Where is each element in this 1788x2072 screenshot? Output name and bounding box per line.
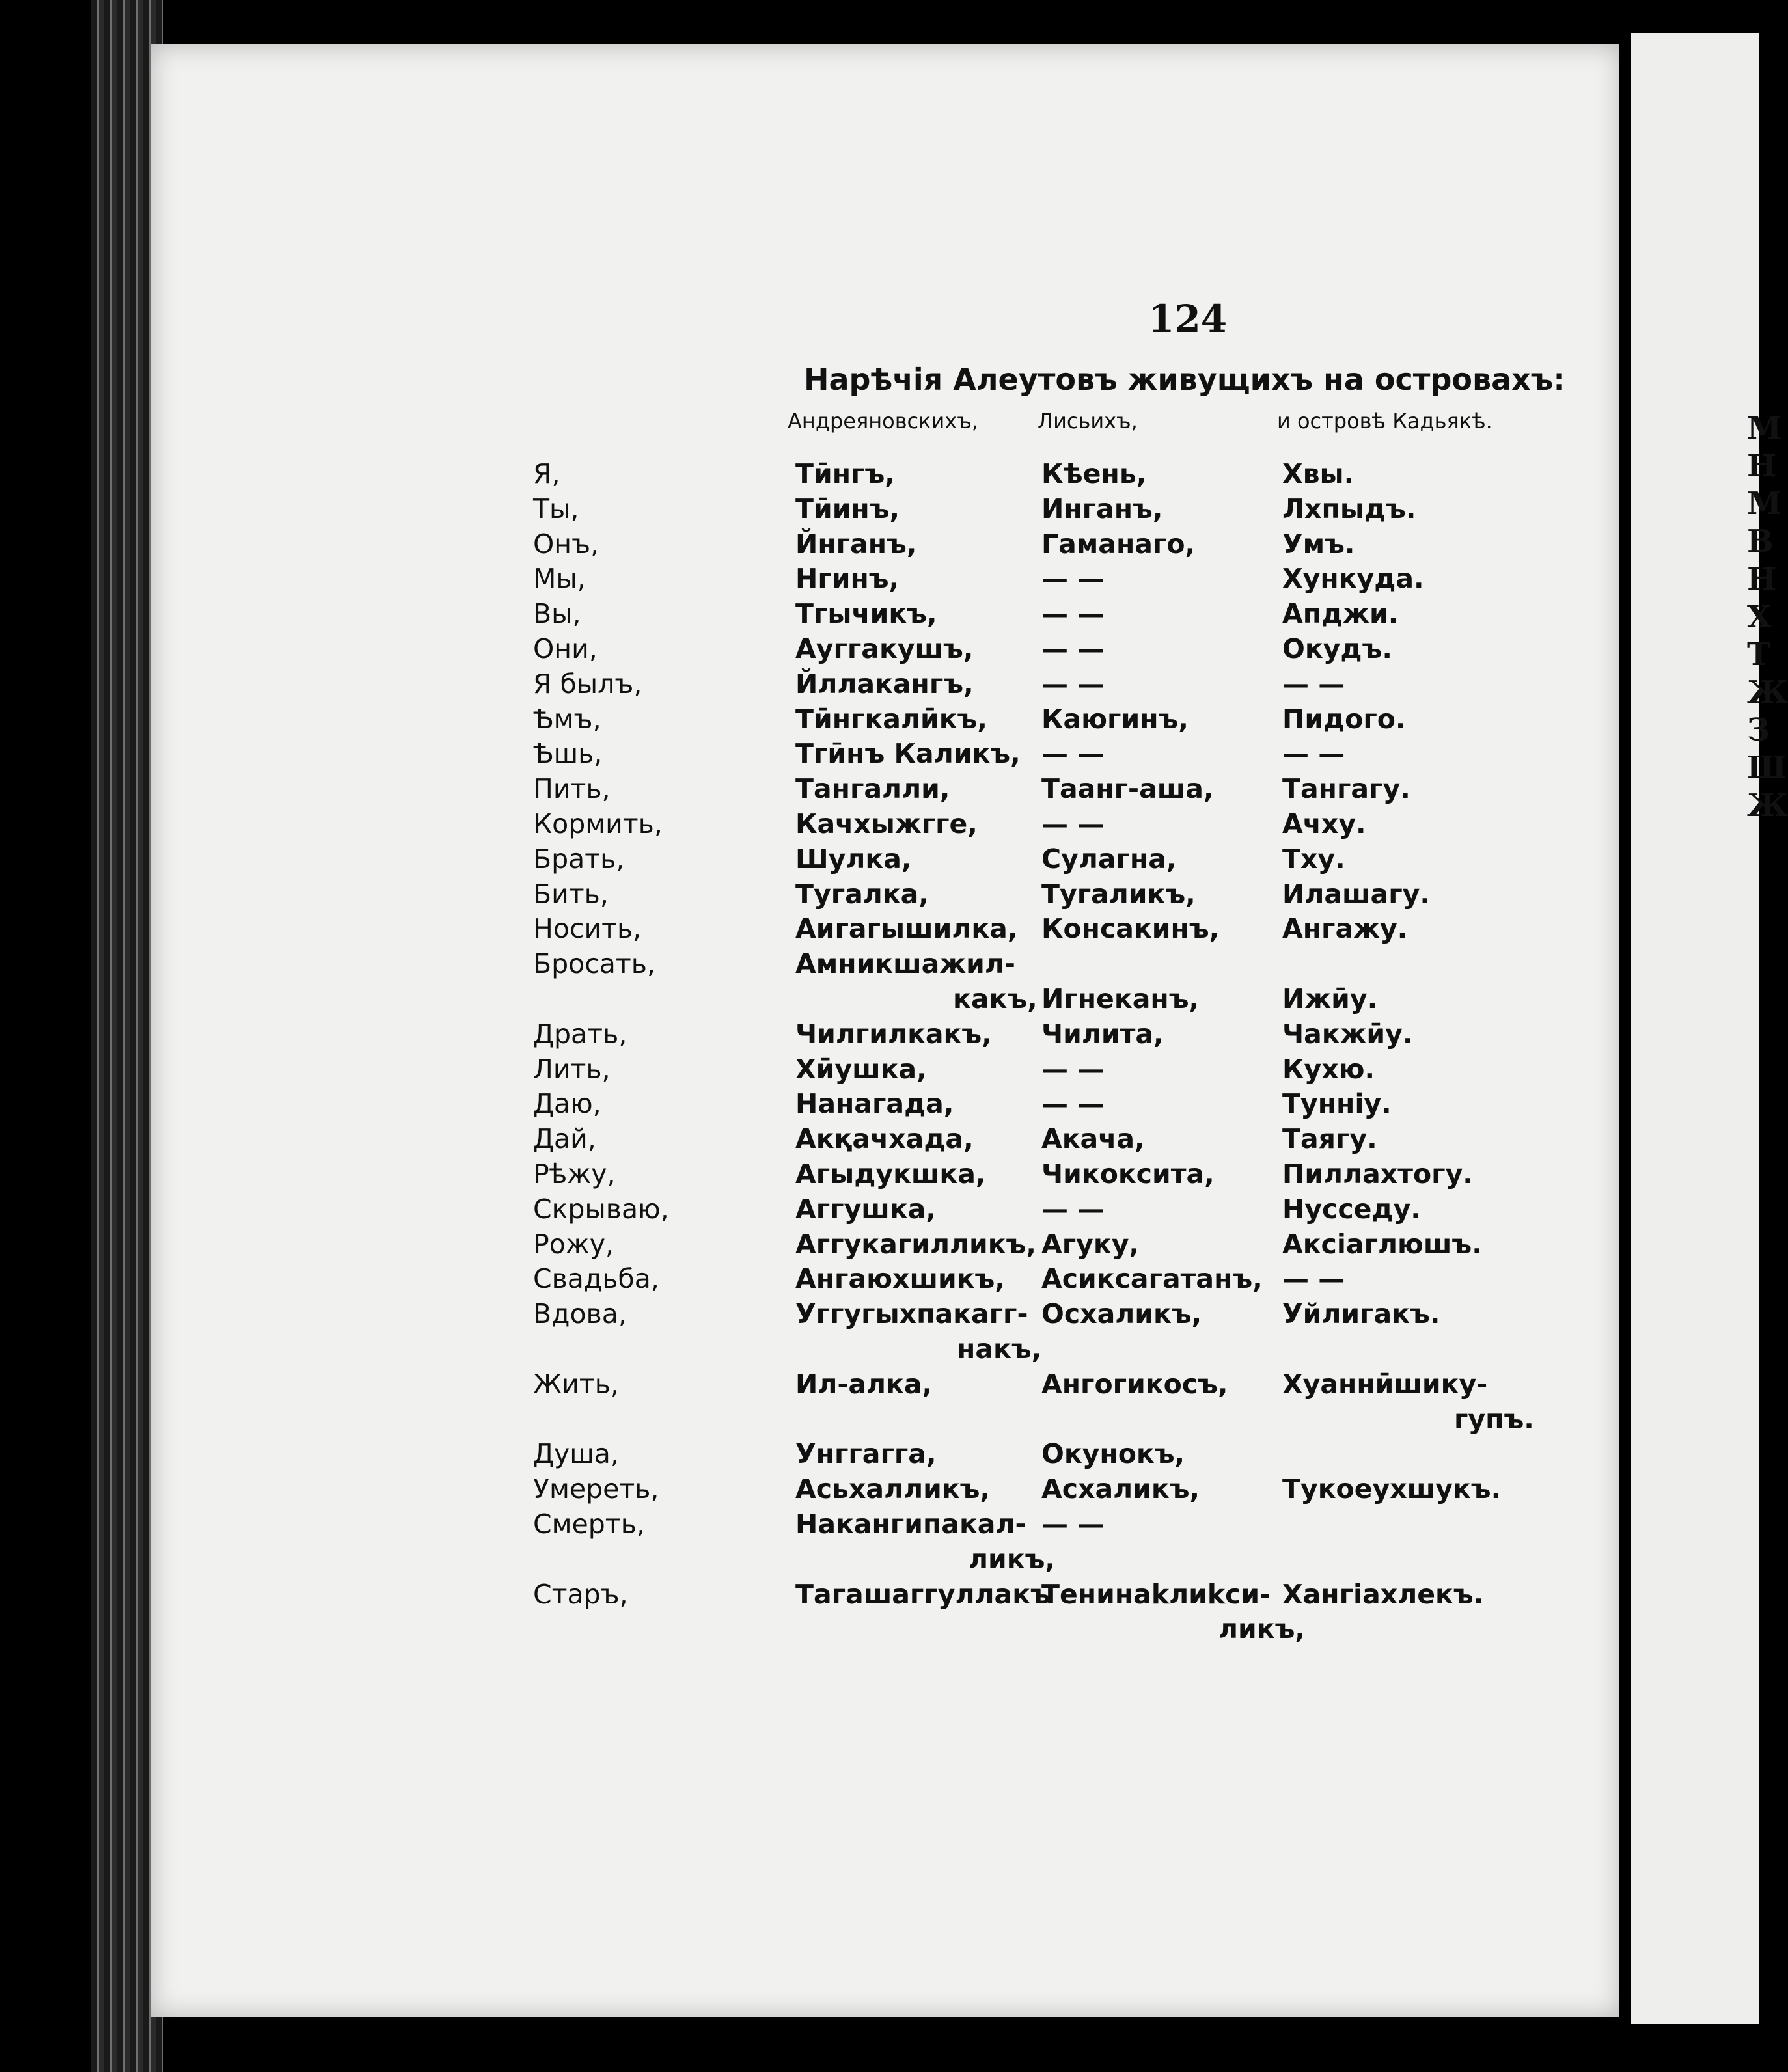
cell-word: Лить, (533, 1053, 611, 1085)
page-title: Нарѣчія Алеутовъ живущихъ на островахъ: (804, 362, 1565, 397)
cell-lis: Игнеканъ, (1041, 983, 1200, 1015)
column-header-kadyak: и островѣ Кадьякѣ. (1277, 409, 1492, 433)
cell-lis: Кѣень, (1041, 458, 1147, 489)
cell-andr: Йнганъ, (795, 528, 917, 560)
cell-andr: Тгычикъ, (795, 598, 937, 630)
cell-lis: — — (1041, 633, 1105, 664)
cell-andr: Чилгилкакъ, (795, 1018, 992, 1050)
cell-andr: Ил-алка, (795, 1368, 933, 1400)
cell-andr: Шулка, (795, 843, 912, 875)
cell-andr: Акқачхада, (795, 1123, 974, 1155)
table-row (151, 1613, 1621, 1650)
facing-page-letter: Ж (1747, 787, 1788, 824)
cell-word: Носить, (533, 913, 642, 945)
cell-word: Жить, (533, 1368, 619, 1400)
table-row (151, 738, 1621, 774)
cell-word: Мы, (533, 563, 586, 595)
cell-word: Вдова, (533, 1298, 627, 1330)
facing-page-letter: В (1747, 523, 1774, 560)
cell-word: Онъ, (533, 528, 599, 560)
cell-andr: Тгӣнъ Каликъ, (795, 738, 1021, 770)
facing-page-edge (1619, 33, 1788, 2024)
page-number: 124 (1148, 297, 1228, 341)
table-row (151, 1263, 1621, 1300)
cell-kad: Тху. (1282, 843, 1345, 875)
cell-andr: Тангалли, (795, 773, 950, 805)
table-row (151, 808, 1621, 845)
cell-word: Ѣмъ, (533, 703, 601, 735)
cell-word: Рѣжу, (533, 1158, 616, 1190)
cell-kad: Аксіаглюшъ. (1282, 1228, 1482, 1260)
cell-word: Вы, (533, 598, 581, 630)
cell-kad: Чакжӣу. (1282, 1018, 1413, 1050)
cell-lis: Таанг-аша, (1041, 773, 1214, 805)
cell-kad: Тунніу. (1282, 1088, 1392, 1120)
facing-page-letter: М (1747, 410, 1782, 446)
cell-kad: Илашагу. (1282, 878, 1430, 910)
cell-kad: Тукоеухшукъ. (1282, 1473, 1502, 1505)
facing-page-letter: Ж (1747, 674, 1788, 711)
cell-kad: Нусседу. (1282, 1193, 1421, 1225)
table-row (151, 1508, 1621, 1545)
table-row (151, 948, 1621, 985)
table-row (151, 458, 1621, 495)
cell-kad: Кухю. (1282, 1053, 1375, 1085)
cell-andr: Тӣинъ, (795, 493, 900, 525)
table-row (151, 1088, 1621, 1125)
cell-lis: Окунокъ, (1041, 1438, 1185, 1470)
cell-lis: Агуку, (1041, 1228, 1140, 1260)
cell-andr: Тагашаггуллакъ (795, 1578, 1051, 1610)
cell-kad: Окудъ. (1282, 633, 1392, 664)
cell-word: Я, (533, 458, 560, 489)
table-row (151, 1123, 1621, 1160)
column-header-lisi: Лисьихъ, (1038, 409, 1138, 433)
cell-andr: Хӣушка, (795, 1053, 927, 1085)
cell-kad: — — (1282, 668, 1345, 700)
cell-lis: Каюгинъ, (1041, 703, 1189, 735)
cell-andr: накъ, (957, 1333, 1042, 1365)
table-row (151, 703, 1621, 740)
table-row (151, 913, 1621, 949)
table-row (151, 1404, 1621, 1440)
cell-kad: Ижӣу. (1282, 983, 1378, 1015)
cell-andr: Ауггакушъ, (795, 633, 974, 664)
cell-andr: Асьхалликъ, (795, 1473, 991, 1505)
table-row (151, 1018, 1621, 1055)
table-row (151, 1054, 1621, 1090)
cell-kad: Таягу. (1282, 1123, 1377, 1155)
cell-lis: — — (1041, 738, 1105, 770)
cell-word: Кормить, (533, 808, 663, 839)
table-row (151, 1193, 1621, 1230)
cell-andr: Качхыжгге, (795, 808, 978, 839)
cell-kad: Хангіахлекъ. (1282, 1578, 1484, 1610)
cell-andr: Нанагада, (795, 1088, 954, 1120)
cell-word: Ты, (533, 493, 579, 525)
cell-andr: Нгинъ, (795, 563, 900, 595)
cell-word: Даю, (533, 1088, 601, 1120)
table-row (151, 1438, 1621, 1475)
table-row (151, 843, 1621, 880)
cell-kad: Тангагу. (1282, 773, 1410, 805)
cell-lis: Чилита, (1041, 1018, 1164, 1050)
cell-lis: Консакинъ, (1041, 913, 1220, 945)
cell-andr: Ангаюхшикъ, (795, 1263, 1005, 1295)
table-row (151, 563, 1621, 599)
cell-andr: какъ, (953, 983, 1038, 1015)
cell-kad: Пидого. (1282, 703, 1406, 735)
table-row (151, 1333, 1621, 1370)
cell-lis: — — (1041, 668, 1105, 700)
cell-kad: Апджи. (1282, 598, 1399, 630)
cell-lis: Тенинаkлиkси- (1041, 1578, 1271, 1610)
table-row (151, 1579, 1621, 1615)
cell-lis: Акача, (1041, 1123, 1145, 1155)
cell-andr: Аггушка, (795, 1193, 936, 1225)
table-row (151, 633, 1621, 670)
table-row (151, 983, 1621, 1020)
cell-kad: Ангажу. (1282, 913, 1408, 945)
facing-page-letter: З (1747, 712, 1770, 748)
table-row (151, 1298, 1621, 1335)
table-row (151, 668, 1621, 705)
cell-word: Пить, (533, 773, 611, 805)
cell-lis: Ангогикосъ, (1041, 1368, 1228, 1400)
book-page (151, 44, 1621, 2017)
cell-word: Рожу, (533, 1228, 614, 1260)
cell-word: Душа, (533, 1438, 619, 1470)
cell-andr: Тӣнгъ, (795, 458, 895, 489)
table-row (151, 879, 1621, 915)
cell-word: Драть, (533, 1018, 627, 1050)
cell-kad: Хункуда. (1282, 563, 1424, 595)
cell-lis: — — (1041, 1193, 1105, 1225)
cell-word: Старъ, (533, 1578, 628, 1610)
cell-lis: Осхаликъ, (1041, 1298, 1202, 1330)
cell-lis: — — (1041, 1508, 1105, 1540)
cell-word: Они, (533, 633, 598, 664)
cell-andr: Аигагышилка, (795, 913, 1018, 945)
cell-word: Бить, (533, 878, 609, 910)
cell-word: Брать, (533, 843, 625, 875)
cell-lis: Гаманаго, (1041, 528, 1196, 560)
cell-lis: ликъ, (1218, 1613, 1305, 1645)
cell-andr: Агыдукшка, (795, 1158, 986, 1190)
table-row (151, 1229, 1621, 1265)
cell-andr: Тӣнгкалӣкъ, (795, 703, 987, 735)
cell-lis: — — (1041, 808, 1105, 839)
cell-word: Я былъ, (533, 668, 642, 700)
facing-page-letter: Н (1747, 448, 1777, 484)
table-row (151, 1369, 1621, 1405)
cell-kad: Умъ. (1282, 528, 1355, 560)
cell-kad: Пиллахтогу. (1282, 1158, 1473, 1190)
cell-word: Скрываю, (533, 1193, 669, 1225)
cell-andr: Уггугыхпакагг- (795, 1298, 1028, 1330)
cell-kad: гупъ. (1454, 1403, 1534, 1435)
cell-kad: Ачху. (1282, 808, 1366, 839)
cell-andr: Амникшажил- (795, 948, 1015, 980)
cell-andr: Йллакангъ, (795, 668, 974, 700)
cell-andr: Унггагга, (795, 1438, 937, 1470)
cell-lis: Инганъ, (1041, 493, 1163, 525)
facing-page-letter: Ш (1747, 750, 1787, 786)
cell-lis: Сулагна, (1041, 843, 1177, 875)
cell-lis: Тугаликъ, (1041, 878, 1196, 910)
facing-page-letter: Н (1747, 561, 1777, 597)
table-row (151, 528, 1621, 565)
cell-word: Умереть, (533, 1473, 659, 1505)
cell-lis: Асхаликъ, (1041, 1473, 1200, 1505)
cell-lis: Асиксагатанъ, (1041, 1263, 1263, 1295)
cell-kad: — — (1282, 738, 1345, 770)
table-row (151, 598, 1621, 634)
table-row (151, 1544, 1621, 1580)
cell-andr: Накангипакал- (795, 1508, 1026, 1540)
cell-lis: — — (1041, 598, 1105, 630)
cell-andr: ликъ, (969, 1543, 1055, 1575)
cell-lis: — — (1041, 1053, 1105, 1085)
cell-andr: Тугалка, (795, 878, 929, 910)
cell-kad: — — (1282, 1263, 1345, 1295)
cell-word: Ѣшь, (533, 738, 603, 770)
cell-word: Смерть, (533, 1508, 645, 1540)
table-row (151, 773, 1621, 810)
cell-kad: Уйлигакъ. (1282, 1298, 1440, 1330)
table-row (151, 1158, 1621, 1195)
cell-word: Бросать, (533, 948, 655, 980)
facing-page-letter: Х (1747, 599, 1772, 635)
cell-kad: Лхпыдъ. (1282, 493, 1416, 525)
cell-lis: — — (1041, 563, 1105, 595)
cell-lis: Чикоксита, (1041, 1158, 1215, 1190)
table-row (151, 1473, 1621, 1510)
facing-page-letter: Т (1747, 636, 1770, 673)
cell-word: Дай, (533, 1123, 596, 1155)
cell-andr: Аггукагилликъ, (795, 1228, 1036, 1260)
cell-word: Свадьба, (533, 1263, 659, 1295)
column-header-andreyanovsk: Андреяновскихъ, (788, 409, 978, 433)
facing-page-letter: М (1747, 485, 1782, 522)
table-row (151, 493, 1621, 530)
cell-kad: Хвы. (1282, 458, 1355, 489)
cell-kad: Хуаннӣшику- (1282, 1368, 1488, 1400)
cell-lis: — — (1041, 1088, 1105, 1120)
